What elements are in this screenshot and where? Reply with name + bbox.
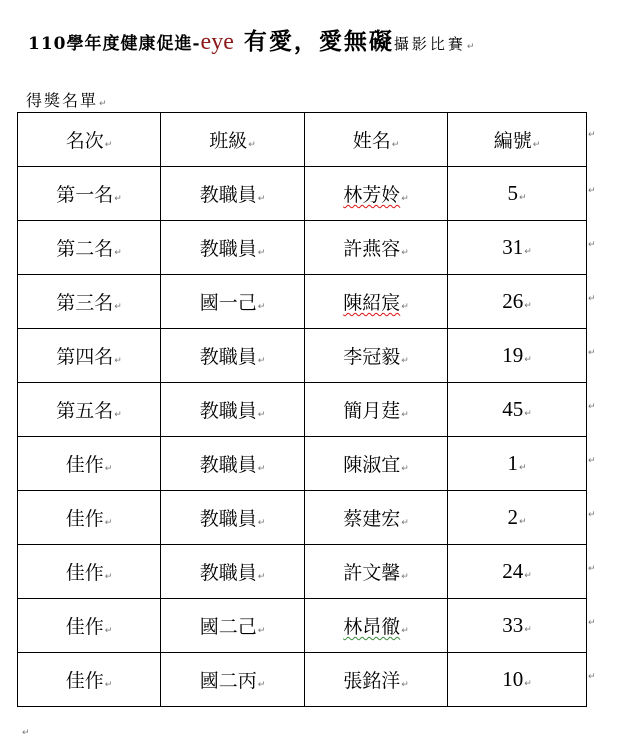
table-row — [18, 599, 587, 653]
name-cell — [305, 383, 448, 437]
rank-cell-text: 第二名 — [56, 238, 114, 260]
header-cell-text: 班級 — [209, 130, 248, 152]
table-row — [18, 329, 587, 383]
paragraph-mark-icon: ↵ — [588, 240, 596, 250]
paragraph-mark-icon: ↵ — [104, 626, 113, 636]
paragraph-mark-icon: ↵ — [524, 409, 532, 419]
class-cell-text: 國二丙 — [199, 670, 257, 692]
paragraph-mark-icon: ↵ — [257, 464, 266, 474]
number-cell — [448, 383, 587, 437]
class-cell-text: 國一己 — [199, 292, 257, 314]
rank-cell-text: 第一名 — [56, 184, 114, 206]
name-cell — [305, 167, 448, 221]
class-cell — [161, 329, 305, 383]
table-row — [18, 491, 587, 545]
table-row — [18, 383, 587, 437]
name-cell — [305, 653, 448, 707]
table-row — [18, 275, 587, 329]
number-cell-text: 24 — [502, 559, 524, 583]
class-cell — [161, 167, 305, 221]
document-title — [28, 30, 474, 54]
number-cell — [448, 329, 587, 383]
number-cell-text: 33 — [502, 613, 524, 637]
paragraph-mark-icon: ↵ — [401, 464, 409, 474]
paragraph-mark-icon: ↵ — [588, 672, 596, 682]
name-cell — [305, 437, 448, 491]
title-eye: eye — [200, 29, 234, 55]
number-cell-text: 2 — [507, 505, 518, 529]
class-cell-text: 教職員 — [199, 508, 257, 530]
paragraph-mark-icon: ↵ — [588, 294, 596, 304]
paragraph-mark-icon: ↵ — [257, 194, 266, 204]
class-cell — [161, 545, 305, 599]
number-cell — [448, 221, 587, 275]
name-cell-text: 簡月莛 — [343, 400, 401, 422]
paragraph-mark-icon: ↵ — [518, 517, 527, 527]
class-cell-text: 教職員 — [199, 346, 257, 368]
rank-cell-text: 佳作 — [65, 508, 104, 530]
rank-cell — [18, 599, 161, 653]
number-cell — [448, 653, 587, 707]
class-cell — [161, 491, 305, 545]
number-cell — [448, 167, 587, 221]
paragraph-mark-icon: ↵ — [257, 680, 266, 690]
paragraph-mark-icon: ↵ — [524, 679, 532, 689]
table-header-row — [18, 113, 587, 167]
rank-cell — [18, 653, 161, 707]
paragraph-mark-icon: ↵ — [524, 571, 532, 581]
name-cell — [305, 491, 448, 545]
table-row — [18, 545, 587, 599]
paragraph-mark-icon: ↵ — [248, 140, 256, 150]
rank-cell-text: 第三名 — [56, 292, 114, 314]
paragraph-mark-icon: ↵ — [104, 680, 113, 690]
number-cell-text: 19 — [502, 343, 524, 367]
paragraph-mark-icon: ↵ — [518, 193, 527, 203]
class-cell-text: 教職員 — [199, 562, 257, 584]
paragraph-mark-icon: ↵ — [22, 728, 30, 738]
class-cell — [161, 221, 305, 275]
rank-cell — [18, 167, 161, 221]
rank-cell — [18, 221, 161, 275]
paragraph-mark-icon: ↵ — [588, 402, 596, 412]
paragraph-mark-icon: ↵ — [401, 356, 409, 366]
awards-table — [17, 112, 587, 707]
paragraph-mark-icon: ↵ — [257, 302, 266, 312]
paragraph-mark-icon: ↵ — [466, 42, 475, 52]
paragraph-mark-icon: ↵ — [104, 518, 113, 528]
class-cell — [161, 383, 305, 437]
rank-cell-text: 第四名 — [56, 346, 114, 368]
paragraph-mark-icon: ↵ — [401, 410, 409, 420]
class-cell-text: 教職員 — [199, 454, 257, 476]
name-cell — [305, 275, 448, 329]
name-cell-text: 林芳姈 — [343, 184, 401, 206]
number-cell-text: 5 — [507, 181, 518, 205]
paragraph-mark-icon: ↵ — [588, 510, 596, 520]
rank-cell-text: 佳作 — [65, 616, 104, 638]
paragraph-mark-icon: ↵ — [257, 248, 266, 258]
number-cell-text: 45 — [502, 397, 524, 421]
class-cell — [161, 275, 305, 329]
paragraph-mark-icon: ↵ — [99, 99, 109, 109]
class-cell-text: 國二己 — [199, 616, 257, 638]
title-prefix: 110學年度健康促進- — [28, 34, 201, 54]
name-cell — [305, 329, 448, 383]
paragraph-mark-icon: ↵ — [104, 464, 113, 474]
paragraph-mark-icon: ↵ — [257, 356, 266, 366]
number-cell-text: 1 — [507, 451, 518, 475]
number-cell-text: 31 — [502, 235, 524, 259]
class-cell — [161, 653, 305, 707]
table-row — [18, 653, 587, 707]
paragraph-mark-icon: ↵ — [401, 680, 409, 690]
paragraph-mark-icon: ↵ — [518, 463, 527, 473]
header-cell-text: 編號 — [493, 130, 532, 152]
number-cell-text: 26 — [502, 289, 524, 313]
paragraph-mark-icon: ↵ — [391, 140, 400, 150]
table-row — [18, 221, 587, 275]
header-cell — [18, 113, 161, 167]
number-cell — [448, 599, 587, 653]
name-cell-text: 許燕容 — [343, 238, 401, 260]
name-cell — [305, 545, 448, 599]
header-cell-text: 名次 — [65, 130, 104, 152]
name-cell-text: 陳紹宸 — [343, 292, 401, 314]
rank-cell — [18, 329, 161, 383]
class-cell-text: 教職員 — [199, 400, 257, 422]
class-cell-text: 教職員 — [199, 184, 257, 206]
paragraph-mark-icon: ↵ — [104, 140, 113, 150]
paragraph-mark-icon: ↵ — [401, 626, 409, 636]
rank-cell-text: 佳作 — [65, 670, 104, 692]
rank-cell — [18, 491, 161, 545]
paragraph-mark-icon: ↵ — [524, 301, 532, 311]
table-row — [18, 437, 587, 491]
name-cell-text: 蔡建宏 — [343, 508, 401, 530]
paragraph-mark-icon: ↵ — [588, 456, 596, 466]
rank-cell-text: 第五名 — [56, 400, 114, 422]
paragraph-mark-icon: ↵ — [524, 247, 532, 257]
paragraph-mark-icon: ↵ — [257, 410, 266, 420]
paragraph-mark-icon: ↵ — [401, 572, 409, 582]
paragraph-mark-icon: ↵ — [114, 194, 122, 204]
paragraph-mark-icon: ↵ — [114, 248, 122, 258]
header-cell — [305, 113, 448, 167]
subtitle-text: 得獎名單 — [26, 91, 99, 110]
number-cell — [448, 545, 587, 599]
paragraph-mark-icon: ↵ — [104, 572, 113, 582]
header-cell — [161, 113, 305, 167]
paragraph-mark-icon: ↵ — [588, 130, 596, 140]
rank-cell-text: 佳作 — [65, 562, 104, 584]
paragraph-mark-icon: ↵ — [401, 518, 409, 528]
paragraph-mark-icon: ↵ — [257, 572, 266, 582]
paragraph-mark-icon: ↵ — [588, 618, 596, 628]
class-cell-text: 教職員 — [199, 238, 257, 260]
rank-cell — [18, 383, 161, 437]
name-cell-text: 李冠毅 — [343, 346, 401, 368]
paragraph-mark-icon: ↵ — [588, 348, 596, 358]
name-cell-text: 張銘洋 — [343, 670, 401, 692]
subtitle — [26, 88, 109, 111]
paragraph-mark-icon: ↵ — [532, 140, 541, 150]
number-cell — [448, 491, 587, 545]
paragraph-mark-icon: ↵ — [401, 302, 409, 312]
number-cell — [448, 275, 587, 329]
paragraph-mark-icon: ↵ — [524, 355, 532, 365]
name-cell-text: 林昂徹 — [343, 616, 401, 638]
rank-cell — [18, 545, 161, 599]
table-row — [18, 167, 587, 221]
rank-cell — [18, 275, 161, 329]
name-cell — [305, 221, 448, 275]
header-cell — [448, 113, 587, 167]
paragraph-mark-icon: ↵ — [114, 356, 122, 366]
paragraph-mark-icon: ↵ — [588, 564, 596, 574]
paragraph-mark-icon: ↵ — [114, 410, 122, 420]
name-cell-text: 許文馨 — [343, 562, 401, 584]
title-slogan: 有愛，愛無礙 — [233, 28, 394, 55]
paragraph-mark-icon: ↵ — [114, 302, 122, 312]
rank-cell-text: 佳作 — [65, 454, 104, 476]
rank-cell — [18, 437, 161, 491]
paragraph-mark-icon: ↵ — [401, 194, 409, 204]
class-cell — [161, 437, 305, 491]
paragraph-mark-icon: ↵ — [524, 625, 532, 635]
paragraph-mark-icon: ↵ — [588, 186, 596, 196]
title-suffix: 攝影比賽 — [393, 35, 466, 53]
number-cell-text: 10 — [502, 667, 524, 691]
name-cell — [305, 599, 448, 653]
paragraph-mark-icon: ↵ — [257, 626, 266, 636]
name-cell-text: 陳淑宜 — [343, 454, 401, 476]
number-cell — [448, 437, 587, 491]
class-cell — [161, 599, 305, 653]
header-cell-text: 姓名 — [352, 130, 391, 152]
paragraph-mark-icon: ↵ — [401, 248, 409, 258]
paragraph-mark-icon: ↵ — [257, 518, 266, 528]
